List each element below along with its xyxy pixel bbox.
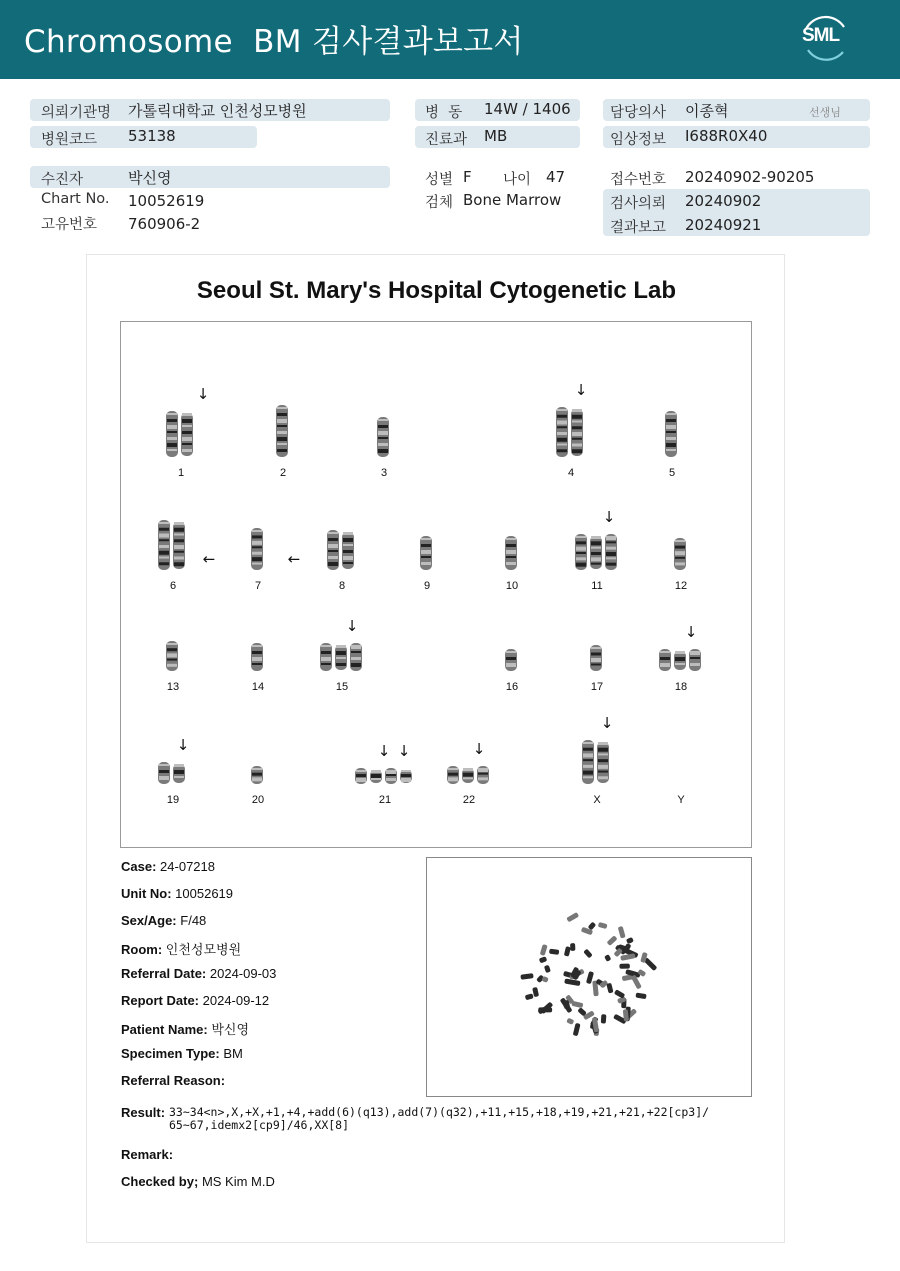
chromosome-17 xyxy=(587,643,608,673)
specimen-label: 검체 xyxy=(425,195,454,211)
abnormal-arrow-icon: ↓ xyxy=(472,740,486,758)
metaphase-chromosome xyxy=(620,953,635,961)
chromosome-label-9: 9 xyxy=(423,580,431,592)
chromosome-label-19: 19 xyxy=(166,794,180,806)
checked-field xyxy=(121,1174,275,1189)
chromosome-15 xyxy=(317,641,368,673)
metaphase-chromosome xyxy=(635,992,646,999)
metaphase-chromosome xyxy=(583,949,593,959)
chromosome-X xyxy=(579,738,615,786)
report-label: 결과보고 xyxy=(610,220,667,236)
referral-date-field xyxy=(121,966,276,981)
metaphase-chromosome xyxy=(549,949,559,955)
metaphase-chromosome xyxy=(564,978,580,986)
specimen-type-value: BM xyxy=(223,1046,243,1061)
clinical-value: I688R0X40 xyxy=(685,127,768,145)
chromosome-19 xyxy=(155,760,191,786)
metaphase-chromosome xyxy=(540,944,548,956)
chromosome-label-1: 1 xyxy=(177,467,185,479)
referral-reason-label: Referral Reason: xyxy=(121,1073,226,1088)
abnormal-arrow-icon: ↓ xyxy=(574,381,588,399)
chromosome-13 xyxy=(163,639,184,673)
result-text xyxy=(169,1106,759,1132)
chromosome-7 xyxy=(248,526,269,572)
institution-value: 가톨릭대학교 인천성모병원 xyxy=(128,102,307,120)
metaphase-chromosome xyxy=(619,964,629,969)
referral-reason-field xyxy=(121,1073,225,1088)
metaphase-chromosome xyxy=(604,954,611,962)
chromosome-9 xyxy=(417,534,438,572)
chromosome-18 xyxy=(656,647,707,673)
chromosome-21 xyxy=(352,766,418,786)
chromosome-label-22: 22 xyxy=(462,794,476,806)
result-line-2: 65~67,idemx2[cp9]/46,XX[8] xyxy=(169,1118,350,1132)
chromosome-6 xyxy=(155,518,191,572)
hospital-code-label: 병원코드 xyxy=(41,132,98,148)
sexage-value: F/48 xyxy=(180,913,207,928)
chart-value: 10052619 xyxy=(128,192,205,210)
lab-title: Seoul St. Mary's Hospital Cytogenetic Lab xyxy=(196,277,677,304)
clinical-label: 임상정보 xyxy=(610,132,667,148)
patient-name-value: 박신영 xyxy=(211,1022,250,1037)
chromosome-label-12: 12 xyxy=(674,580,688,592)
patient-row xyxy=(30,166,390,188)
sexage-label: Sex/Age: xyxy=(121,913,177,928)
chromosome-14 xyxy=(248,641,269,673)
chromosome-label-20: 20 xyxy=(251,794,265,806)
unit-label: Unit No: xyxy=(121,886,172,901)
abnormal-arrow-icon: ↓ xyxy=(176,736,190,754)
chart-label: Chart No. xyxy=(41,191,110,207)
metaphase-chromosome xyxy=(598,922,608,929)
metaphase-spread-icon xyxy=(427,858,751,1096)
chromosome-label-13: 13 xyxy=(166,681,180,693)
chromosome-label-17: 17 xyxy=(590,681,604,693)
chromosome-10 xyxy=(502,534,523,572)
metaphase-chromosome xyxy=(566,912,579,922)
age-label: 나이 xyxy=(503,172,532,188)
patient-label: 수진자 xyxy=(41,172,84,188)
sexage-field xyxy=(121,913,206,928)
remark-label: Remark: xyxy=(121,1147,174,1162)
metaphase-chromosome xyxy=(564,946,571,957)
logo-text: SML xyxy=(802,25,840,46)
ward-value: 14W / 1406 xyxy=(484,100,571,118)
chromosome-12 xyxy=(671,536,692,572)
report-date-field xyxy=(121,993,269,1008)
chromosome-1 xyxy=(163,409,199,459)
chromosome-label-10: 10 xyxy=(505,580,519,592)
report-title: Chromosome BM 검사결과보고서 xyxy=(24,24,524,60)
unit-value: 10052619 xyxy=(175,886,234,901)
id-value: 760906-2 xyxy=(128,215,201,233)
metaphase-chromosome xyxy=(601,1014,607,1023)
abnormal-arrow-icon: ← xyxy=(287,550,301,568)
room-label: Room: xyxy=(121,942,163,957)
chromosome-2 xyxy=(273,403,294,459)
chromosome-label-6: 6 xyxy=(169,580,177,592)
chromosome-label-4: 4 xyxy=(567,467,575,479)
abnormal-arrow-icon: ↓ xyxy=(397,742,411,760)
karyogram xyxy=(120,321,752,848)
dept-label: 진료과 xyxy=(425,132,468,148)
specimen-value: Bone Marrow xyxy=(463,191,562,209)
chromosome-label-2: 2 xyxy=(279,467,287,479)
checked-value: MS Kim M.D xyxy=(201,1174,275,1189)
metaphase-chromosome xyxy=(544,965,551,973)
sml-logo xyxy=(796,12,854,66)
ward-label: 병 동 xyxy=(425,105,463,121)
chromosome-label-5: 5 xyxy=(668,467,676,479)
chromosome-label-11: 11 xyxy=(591,580,603,592)
abnormal-arrow-icon: ↓ xyxy=(600,714,614,732)
abnormal-arrow-icon: ← xyxy=(202,550,216,568)
sex-label: 성별 xyxy=(425,172,454,188)
referral-date-value: 2024-09-03 xyxy=(209,966,277,981)
sex-value: F xyxy=(463,168,472,186)
metaphase-chromosome xyxy=(573,1023,581,1036)
chromosome-3 xyxy=(374,415,395,459)
chromosome-label-21: 21 xyxy=(378,794,392,806)
report-date-value: 2024-09-12 xyxy=(202,993,270,1008)
unit-field xyxy=(121,886,233,901)
chromosome-5 xyxy=(662,409,683,459)
metaphase-chromosome xyxy=(539,956,548,963)
result-line-1: 33~34<n>,X,+X,+1,+4,+add(6)(q13),add(7)(q32),+11,+15,+18,+19,+21,+21,+22[cp3]/ xyxy=(169,1105,710,1119)
request-value: 20240902 xyxy=(685,192,762,210)
cytogenetic-report xyxy=(86,254,785,1243)
metaphase-image xyxy=(426,857,752,1097)
id-label: 고유번호 xyxy=(41,217,98,233)
chromosome-label-15: 15 xyxy=(335,681,349,693)
specimen-type-label: Specimen Type: xyxy=(121,1046,220,1061)
chromosome-label-3: 3 xyxy=(380,467,388,479)
referral-date-label: Referral Date: xyxy=(121,966,207,981)
chromosome-label-X: X xyxy=(593,794,601,806)
chromosome-22 xyxy=(444,764,495,786)
checked-label: Checked by; xyxy=(121,1174,199,1189)
patient-value: 박신영 xyxy=(128,169,172,187)
chromosome-label-Y: Y xyxy=(677,794,685,806)
metaphase-chromosome xyxy=(607,935,618,946)
patient-name-field xyxy=(121,1019,249,1038)
patient-name-label: Patient Name: xyxy=(121,1022,208,1037)
chromosome-label-18: 18 xyxy=(674,681,688,693)
metaphase-chromosome xyxy=(631,974,642,989)
abnormal-arrow-icon: ↓ xyxy=(196,385,210,403)
room-field xyxy=(121,939,241,958)
chromosome-label-7: 7 xyxy=(254,580,262,592)
report-date-label: Report Date: xyxy=(121,993,200,1008)
chromosome-11 xyxy=(572,532,623,572)
abnormal-arrow-icon: ↓ xyxy=(602,508,616,526)
result-label: Result: xyxy=(121,1105,166,1120)
metaphase-chromosome xyxy=(570,943,575,951)
report-header xyxy=(0,0,900,79)
chromosome-8 xyxy=(324,528,360,572)
receipt-value: 20240902-90205 xyxy=(685,168,815,186)
metaphase-chromosome xyxy=(606,983,613,994)
metaphase-chromosome xyxy=(525,993,534,1000)
metaphase-chromosome xyxy=(571,1001,583,1008)
doctor-label: 담당의사 xyxy=(610,105,667,121)
hospital-code-value: 53138 xyxy=(128,127,176,145)
report-value: 20240921 xyxy=(685,216,762,234)
doctor-suffix: 선생님 xyxy=(809,106,841,119)
abnormal-arrow-icon: ↓ xyxy=(345,617,359,635)
room-value: 인천성모병원 xyxy=(165,942,242,957)
specimen-type-field xyxy=(121,1046,243,1061)
metaphase-chromosome xyxy=(532,987,539,997)
metaphase-chromosome xyxy=(626,937,634,944)
case-field xyxy=(121,859,215,874)
chromosome-4 xyxy=(553,405,589,459)
metaphase-chromosome xyxy=(618,926,626,939)
case-label: Case: xyxy=(121,859,157,874)
age-value: 47 xyxy=(546,168,566,186)
receipt-label: 접수번호 xyxy=(610,172,667,188)
remark-field xyxy=(121,1147,173,1162)
request-label: 검사의뢰 xyxy=(610,196,667,212)
abnormal-arrow-icon: ↓ xyxy=(377,742,391,760)
chromosome-label-8: 8 xyxy=(338,580,346,592)
dept-value: MB xyxy=(484,127,508,145)
chromosome-20 xyxy=(248,764,269,786)
chromosome-label-16: 16 xyxy=(505,681,519,693)
institution-label: 의뢰기관명 xyxy=(41,105,112,121)
doctor-value: 이종혁 xyxy=(685,102,729,120)
chromosome-label-14: 14 xyxy=(251,681,265,693)
case-value: 24-07218 xyxy=(160,859,215,874)
metaphase-chromosome xyxy=(566,1018,574,1025)
chromosome-16 xyxy=(502,647,523,673)
abnormal-arrow-icon: ↓ xyxy=(684,623,698,641)
metaphase-chromosome xyxy=(520,973,533,980)
